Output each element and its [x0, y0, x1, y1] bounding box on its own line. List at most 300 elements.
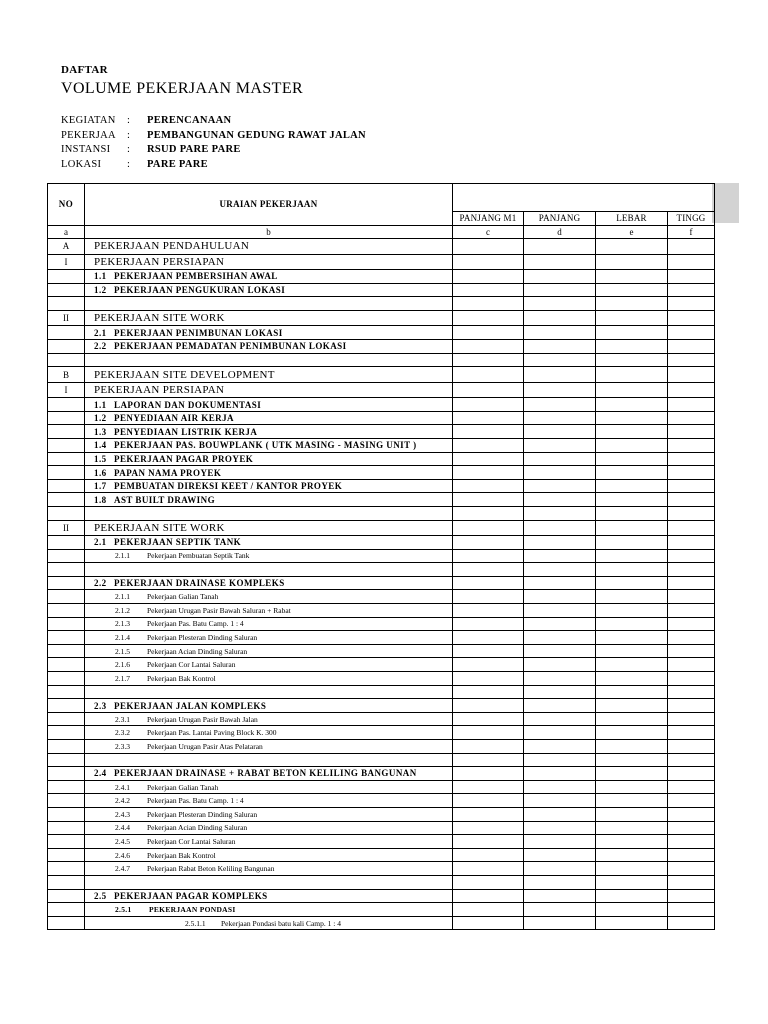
- volume-cell[interactable]: [668, 576, 715, 590]
- volume-cell[interactable]: [453, 398, 524, 412]
- volume-cell[interactable]: [524, 658, 596, 672]
- table-row: [48, 685, 715, 699]
- volume-cell[interactable]: [524, 452, 596, 466]
- volume-cell[interactable]: [668, 740, 715, 754]
- table-row: [48, 466, 715, 480]
- volume-cell[interactable]: [524, 740, 596, 754]
- row-text: PEKERJAAN PAS. BOUWPLANK ( UTK MASING - MASING UNIT ): [114, 440, 417, 451]
- volume-cell[interactable]: [596, 672, 668, 686]
- volume-cell[interactable]: [524, 604, 596, 618]
- row-text: Pekerjaan Pembuatan Septik Tank: [147, 551, 250, 561]
- volume-cell[interactable]: [596, 903, 668, 917]
- volume-cell[interactable]: [596, 807, 668, 821]
- volume-cell[interactable]: [668, 254, 715, 270]
- table-row: [48, 807, 715, 821]
- volume-cell[interactable]: [668, 658, 715, 672]
- volume-cell[interactable]: [524, 466, 596, 480]
- volume-cell[interactable]: [524, 326, 596, 340]
- row-number: 2.1.4: [115, 633, 130, 643]
- row-text: PEKERJAAN SITE WORK: [94, 521, 225, 534]
- volume-cell[interactable]: [524, 672, 596, 686]
- volume-cell[interactable]: [596, 466, 668, 480]
- volume-cell[interactable]: [668, 563, 715, 577]
- volume-cell[interactable]: [668, 590, 715, 604]
- volume-cell[interactable]: [524, 807, 596, 821]
- volume-cell[interactable]: [524, 411, 596, 425]
- volume-cell[interactable]: [668, 439, 715, 453]
- volume-cell[interactable]: [668, 353, 715, 367]
- volume-cell[interactable]: [596, 916, 668, 930]
- row-no: [48, 604, 85, 618]
- volume-cell[interactable]: [524, 617, 596, 631]
- row-description: [85, 685, 453, 699]
- volume-cell[interactable]: [596, 425, 668, 439]
- volume-cell[interactable]: [453, 439, 524, 453]
- volume-cell[interactable]: [524, 520, 596, 536]
- volume-cell[interactable]: [668, 536, 715, 550]
- volume-cell[interactable]: [453, 767, 524, 781]
- volume-cell[interactable]: [453, 835, 524, 849]
- row-no: [48, 536, 85, 550]
- row-description: [85, 780, 453, 794]
- volume-cell[interactable]: [524, 767, 596, 781]
- volume-cell[interactable]: [453, 507, 524, 521]
- volume-cell[interactable]: [668, 479, 715, 493]
- header-tinggi: TINGG: [668, 212, 715, 226]
- volume-cell[interactable]: [524, 507, 596, 521]
- volume-cell[interactable]: [596, 254, 668, 270]
- volume-cell[interactable]: [668, 493, 715, 507]
- volume-cell[interactable]: [453, 699, 524, 713]
- volume-cell[interactable]: [524, 889, 596, 903]
- volume-cell[interactable]: [668, 239, 715, 255]
- info-key: PEKERJAA: [61, 129, 116, 141]
- volume-cell[interactable]: [668, 767, 715, 781]
- volume-cell[interactable]: [453, 903, 524, 917]
- volume-cell[interactable]: [453, 270, 524, 284]
- volume-cell[interactable]: [596, 658, 668, 672]
- volume-cell[interactable]: [596, 536, 668, 550]
- volume-cell[interactable]: [596, 644, 668, 658]
- volume-cell[interactable]: [596, 310, 668, 326]
- volume-cell[interactable]: [668, 807, 715, 821]
- info-key: INSTANSI: [61, 144, 111, 155]
- volume-cell[interactable]: [453, 631, 524, 645]
- volume-cell[interactable]: [453, 353, 524, 367]
- volume-cell[interactable]: [596, 726, 668, 740]
- volume-cell[interactable]: [524, 903, 596, 917]
- volume-cell[interactable]: [453, 726, 524, 740]
- table-row: [48, 507, 715, 521]
- volume-cell[interactable]: [668, 507, 715, 521]
- volume-cell[interactable]: [453, 794, 524, 808]
- volume-cell[interactable]: [453, 576, 524, 590]
- volume-cell[interactable]: [453, 549, 524, 563]
- volume-table: [47, 183, 715, 930]
- volume-cell[interactable]: [524, 821, 596, 835]
- row-no: [48, 875, 85, 889]
- volume-cell[interactable]: [668, 672, 715, 686]
- row-number: 2.4.4: [115, 823, 130, 833]
- volume-cell[interactable]: [524, 536, 596, 550]
- volume-cell[interactable]: [524, 382, 596, 398]
- volume-cell[interactable]: [524, 425, 596, 439]
- row-text: AST BUILT DRAWING: [114, 494, 216, 505]
- volume-cell[interactable]: [453, 563, 524, 577]
- volume-cell[interactable]: [453, 916, 524, 930]
- volume-cell[interactable]: [596, 631, 668, 645]
- volume-cell[interactable]: [668, 452, 715, 466]
- volume-cell[interactable]: [668, 916, 715, 930]
- volume-cell[interactable]: [453, 604, 524, 618]
- volume-cell[interactable]: [453, 821, 524, 835]
- volume-cell[interactable]: [524, 239, 596, 255]
- volume-cell[interactable]: [453, 848, 524, 862]
- volume-cell[interactable]: [668, 520, 715, 536]
- volume-cell[interactable]: [453, 367, 524, 383]
- row-description: [85, 382, 453, 398]
- volume-cell[interactable]: [596, 353, 668, 367]
- grey-header-cell: [712, 183, 739, 223]
- volume-cell[interactable]: [596, 740, 668, 754]
- volume-cell[interactable]: [453, 590, 524, 604]
- volume-cell[interactable]: [453, 617, 524, 631]
- volume-cell[interactable]: [596, 398, 668, 412]
- volume-cell[interactable]: [524, 590, 596, 604]
- row-number: 1.1: [94, 271, 107, 282]
- volume-cell[interactable]: [668, 411, 715, 425]
- row-number: 1.4: [94, 440, 107, 451]
- row-number: 2.1.7: [115, 673, 130, 683]
- row-no: [48, 794, 85, 808]
- row-no: [48, 685, 85, 699]
- volume-cell[interactable]: [453, 862, 524, 876]
- volume-cell[interactable]: [453, 239, 524, 255]
- table-row: [48, 270, 715, 284]
- volume-cell[interactable]: [596, 848, 668, 862]
- volume-cell[interactable]: [596, 712, 668, 726]
- row-text: PEKERJAAN JALAN KOMPLEKS: [114, 700, 267, 711]
- row-number: 2.4.6: [115, 850, 130, 860]
- volume-cell[interactable]: [524, 862, 596, 876]
- volume-cell[interactable]: [668, 699, 715, 713]
- volume-cell[interactable]: [453, 889, 524, 903]
- volume-cell[interactable]: [596, 862, 668, 876]
- volume-cell[interactable]: [524, 353, 596, 367]
- volume-cell[interactable]: [668, 310, 715, 326]
- row-text: PEKERJAAN DRAINASE + RABAT BETON KELILING BANGUNAN: [114, 768, 417, 779]
- row-description: [85, 916, 453, 930]
- row-description: [85, 254, 453, 270]
- row-text: Pekerjaan Cor Lantai Saluran: [147, 660, 236, 670]
- row-number: 2.1.1: [115, 592, 130, 602]
- row-number: 1.6: [94, 467, 107, 478]
- row-text: PEKERJAAN PERSIAPAN: [94, 384, 225, 396]
- row-text: Pekerjaan Pas. Batu Camp. 1 : 4: [147, 619, 244, 629]
- volume-cell[interactable]: [668, 794, 715, 808]
- volume-cell[interactable]: [524, 631, 596, 645]
- volume-cell[interactable]: [596, 479, 668, 493]
- table-row: [48, 239, 715, 255]
- volume-cell[interactable]: [524, 254, 596, 270]
- volume-cell[interactable]: [668, 382, 715, 398]
- volume-cell[interactable]: [596, 794, 668, 808]
- volume-cell[interactable]: [596, 875, 668, 889]
- volume-cell[interactable]: [668, 821, 715, 835]
- table-row: [48, 712, 715, 726]
- volume-cell[interactable]: [668, 712, 715, 726]
- row-description: [85, 726, 453, 740]
- volume-cell[interactable]: [453, 740, 524, 754]
- row-no: [48, 466, 85, 480]
- volume-cell[interactable]: [596, 382, 668, 398]
- row-description: [85, 549, 453, 563]
- volume-cell[interactable]: [524, 493, 596, 507]
- volume-cell[interactable]: [453, 382, 524, 398]
- row-no: [48, 644, 85, 658]
- row-number: 2.3: [94, 700, 107, 711]
- volume-cell[interactable]: [596, 604, 668, 618]
- volume-cell[interactable]: [596, 239, 668, 255]
- row-number: 1.1: [94, 399, 107, 410]
- volume-cell[interactable]: [596, 685, 668, 699]
- row-text: Pekerjaan Plesteran Dinding Saluran: [147, 809, 258, 819]
- row-number: 2.4.5: [115, 836, 130, 846]
- volume-cell[interactable]: [524, 916, 596, 930]
- volume-cell[interactable]: [596, 576, 668, 590]
- volume-cell[interactable]: [596, 270, 668, 284]
- volume-cell[interactable]: [524, 875, 596, 889]
- volume-cell[interactable]: [453, 452, 524, 466]
- volume-cell[interactable]: [453, 807, 524, 821]
- table-row: [48, 353, 715, 367]
- volume-cell[interactable]: [524, 699, 596, 713]
- volume-cell[interactable]: [668, 726, 715, 740]
- volume-cell[interactable]: [524, 310, 596, 326]
- volume-cell[interactable]: [596, 780, 668, 794]
- table-row: [48, 889, 715, 903]
- row-description: [85, 425, 453, 439]
- row-description: [85, 889, 453, 903]
- volume-cell[interactable]: [524, 644, 596, 658]
- volume-cell[interactable]: [596, 507, 668, 521]
- row-number: 2.1.6: [115, 660, 130, 670]
- volume-cell[interactable]: [668, 753, 715, 767]
- volume-cell[interactable]: [453, 685, 524, 699]
- volume-cell[interactable]: [668, 466, 715, 480]
- table-row: [48, 479, 715, 493]
- row-description: [85, 875, 453, 889]
- column-letter: c: [453, 225, 524, 239]
- row-no: [48, 425, 85, 439]
- row-description: [85, 520, 453, 536]
- volume-cell[interactable]: [524, 439, 596, 453]
- row-no: [48, 862, 85, 876]
- row-number: 2.1: [94, 537, 107, 548]
- volume-cell[interactable]: [668, 617, 715, 631]
- volume-cell[interactable]: [668, 425, 715, 439]
- volume-cell[interactable]: [524, 340, 596, 354]
- volume-cell[interactable]: [668, 549, 715, 563]
- volume-cell[interactable]: [596, 889, 668, 903]
- table-row: [48, 753, 715, 767]
- volume-cell[interactable]: [668, 270, 715, 284]
- row-description: [85, 493, 453, 507]
- volume-cell[interactable]: [668, 340, 715, 354]
- row-description: [85, 411, 453, 425]
- volume-cell[interactable]: [453, 536, 524, 550]
- volume-cell[interactable]: [596, 340, 668, 354]
- table-row: [48, 310, 715, 326]
- row-number: 2.4.1: [115, 782, 130, 792]
- volume-cell[interactable]: [524, 479, 596, 493]
- volume-cell[interactable]: [453, 658, 524, 672]
- volume-cell[interactable]: [668, 889, 715, 903]
- row-text: PEKERJAAN SITE WORK: [94, 312, 225, 325]
- volume-cell[interactable]: [668, 398, 715, 412]
- info-value: PARE PARE: [147, 158, 208, 170]
- table-row: [48, 411, 715, 425]
- volume-cell[interactable]: [596, 493, 668, 507]
- volume-cell[interactable]: [668, 631, 715, 645]
- volume-cell[interactable]: [453, 875, 524, 889]
- volume-cell[interactable]: [453, 479, 524, 493]
- volume-cell[interactable]: [524, 563, 596, 577]
- volume-cell[interactable]: [453, 254, 524, 270]
- row-description: [85, 479, 453, 493]
- volume-cell[interactable]: [596, 821, 668, 835]
- row-no: [48, 821, 85, 835]
- row-description: [85, 604, 453, 618]
- column-letter: b: [85, 225, 453, 239]
- row-text: PEKERJAAN DRAINASE KOMPLEKS: [114, 578, 285, 589]
- volume-cell[interactable]: [668, 604, 715, 618]
- volume-cell[interactable]: [453, 644, 524, 658]
- header-volume-group: [453, 184, 715, 212]
- volume-cell[interactable]: [668, 685, 715, 699]
- volume-cell[interactable]: [668, 283, 715, 297]
- volume-cell[interactable]: [596, 367, 668, 383]
- row-text: Pekerjaan Pas. Lantai Paving Block K. 300: [147, 728, 277, 738]
- volume-cell[interactable]: [668, 875, 715, 889]
- volume-cell[interactable]: [524, 835, 596, 849]
- row-number: 2.2: [94, 578, 107, 589]
- row-description: [85, 439, 453, 453]
- row-number: 2.1.1: [115, 551, 130, 561]
- volume-cell[interactable]: [596, 767, 668, 781]
- volume-cell[interactable]: [668, 780, 715, 794]
- volume-cell[interactable]: [668, 848, 715, 862]
- volume-cell[interactable]: [524, 780, 596, 794]
- volume-cell[interactable]: [524, 712, 596, 726]
- row-text: Pekerjaan Cor Lantai Saluran: [147, 836, 236, 846]
- volume-cell[interactable]: [596, 452, 668, 466]
- volume-cell[interactable]: [524, 270, 596, 284]
- volume-cell[interactable]: [524, 549, 596, 563]
- volume-cell[interactable]: [524, 794, 596, 808]
- volume-cell[interactable]: [668, 326, 715, 340]
- row-description: [85, 794, 453, 808]
- volume-cell[interactable]: [596, 297, 668, 311]
- row-number: 2.3.3: [115, 741, 130, 751]
- volume-cell[interactable]: [596, 835, 668, 849]
- volume-cell[interactable]: [453, 493, 524, 507]
- volume-cell[interactable]: [453, 310, 524, 326]
- volume-cell[interactable]: [453, 411, 524, 425]
- row-description: [85, 310, 453, 326]
- volume-cell[interactable]: [668, 835, 715, 849]
- volume-cell[interactable]: [596, 699, 668, 713]
- volume-cell[interactable]: [524, 398, 596, 412]
- info-value: RSUD PARE PARE: [147, 144, 241, 155]
- volume-cell[interactable]: [453, 753, 524, 767]
- row-no: [48, 507, 85, 521]
- volume-cell[interactable]: [453, 520, 524, 536]
- volume-cell[interactable]: [596, 326, 668, 340]
- volume-cell[interactable]: [596, 549, 668, 563]
- table-row: [48, 425, 715, 439]
- row-description: [85, 753, 453, 767]
- volume-cell[interactable]: [453, 466, 524, 480]
- volume-cell[interactable]: [668, 644, 715, 658]
- volume-cell[interactable]: [453, 326, 524, 340]
- row-no: [48, 753, 85, 767]
- volume-cell[interactable]: [596, 590, 668, 604]
- volume-cell[interactable]: [524, 685, 596, 699]
- volume-cell[interactable]: [453, 297, 524, 311]
- volume-cell[interactable]: [453, 340, 524, 354]
- table-row: [48, 452, 715, 466]
- volume-cell[interactable]: [596, 563, 668, 577]
- volume-cell[interactable]: [453, 283, 524, 297]
- volume-cell[interactable]: [596, 520, 668, 536]
- row-number: 1.8: [94, 494, 107, 505]
- volume-cell[interactable]: [524, 283, 596, 297]
- volume-cell[interactable]: [596, 753, 668, 767]
- column-letter: f: [668, 225, 715, 239]
- volume-cell[interactable]: [453, 712, 524, 726]
- volume-cell[interactable]: [453, 780, 524, 794]
- volume-cell[interactable]: [453, 425, 524, 439]
- volume-cell[interactable]: [524, 297, 596, 311]
- volume-cell[interactable]: [668, 367, 715, 383]
- row-no: [48, 767, 85, 781]
- volume-cell[interactable]: [524, 753, 596, 767]
- volume-cell[interactable]: [596, 439, 668, 453]
- table-row: [48, 398, 715, 412]
- volume-cell[interactable]: [524, 726, 596, 740]
- volume-cell[interactable]: [668, 297, 715, 311]
- volume-cell[interactable]: [524, 576, 596, 590]
- volume-cell[interactable]: [668, 862, 715, 876]
- volume-cell[interactable]: [596, 283, 668, 297]
- volume-cell[interactable]: [524, 848, 596, 862]
- volume-cell[interactable]: [596, 617, 668, 631]
- volume-cell[interactable]: [453, 672, 524, 686]
- row-text: Pekerjaan Plesteran Dinding Saluran: [147, 633, 258, 643]
- row-no: [48, 283, 85, 297]
- info-value: PEMBANGUNAN GEDUNG RAWAT JALAN: [147, 129, 366, 141]
- header-no: NO: [48, 184, 85, 226]
- volume-cell[interactable]: [524, 367, 596, 383]
- volume-cell[interactable]: [668, 903, 715, 917]
- row-no: [48, 740, 85, 754]
- row-text: Pekerjaan Bak Kontrol: [147, 850, 216, 860]
- volume-cell[interactable]: [596, 411, 668, 425]
- row-text: Pekerjaan Acian Dinding Saluran: [147, 646, 248, 656]
- header-panjang: PANJANG: [524, 212, 596, 226]
- table-row: [48, 604, 715, 618]
